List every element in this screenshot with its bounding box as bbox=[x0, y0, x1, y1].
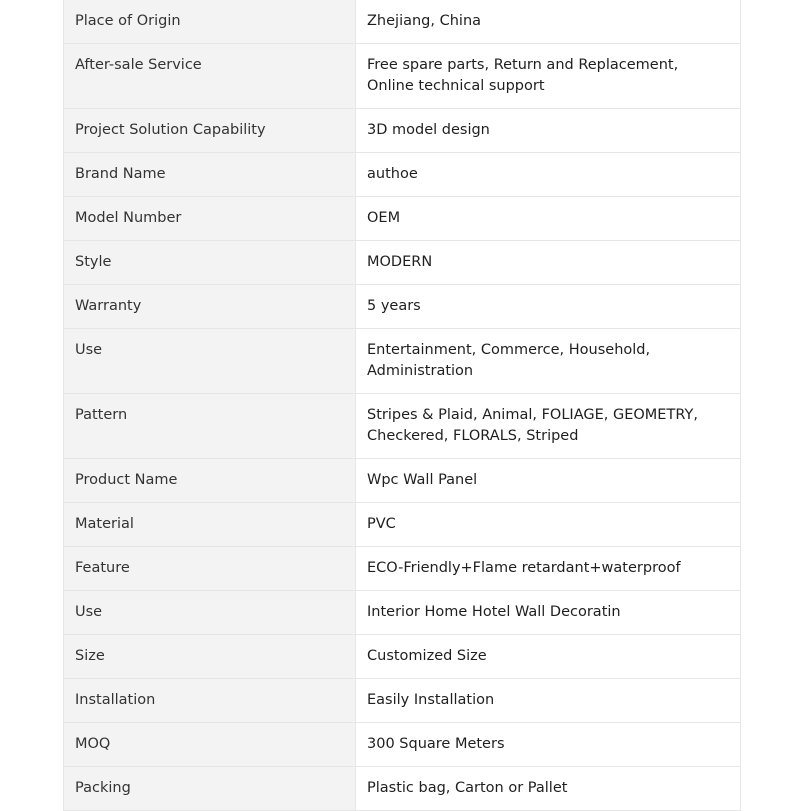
attribute-label: Pattern bbox=[64, 394, 356, 459]
table-row bbox=[64, 394, 741, 459]
table-row bbox=[64, 44, 741, 109]
table-row bbox=[64, 285, 741, 329]
attribute-label: Use bbox=[64, 591, 356, 635]
attribute-label: Size bbox=[64, 635, 356, 679]
attribute-value: 300 Square Meters bbox=[356, 723, 741, 767]
attribute-label: Feature bbox=[64, 547, 356, 591]
attribute-value: Stripes & Plaid, Animal, FOLIAGE, GEOMETRY, Checkered, FLORALS, Striped bbox=[356, 394, 741, 459]
table-row bbox=[64, 0, 741, 44]
attribute-value: 3D model design bbox=[356, 109, 741, 153]
table-row bbox=[64, 329, 741, 394]
table-row bbox=[64, 679, 741, 723]
attribute-label: Use bbox=[64, 329, 356, 394]
attribute-label: Model Number bbox=[64, 197, 356, 241]
attributes-table-body bbox=[64, 0, 741, 811]
attribute-label: Brand Name bbox=[64, 153, 356, 197]
attribute-value: PVC bbox=[356, 503, 741, 547]
attribute-value: Wpc Wall Panel bbox=[356, 459, 741, 503]
attribute-value: MODERN bbox=[356, 241, 741, 285]
attribute-label: After-sale Service bbox=[64, 44, 356, 109]
attribute-value: ECO-Friendly+Flame retardant+waterproof bbox=[356, 547, 741, 591]
table-row bbox=[64, 241, 741, 285]
attribute-label: Warranty bbox=[64, 285, 356, 329]
attribute-label: Packing bbox=[64, 767, 356, 811]
table-row bbox=[64, 723, 741, 767]
attribute-value: Free spare parts, Return and Replacement, Online technical support bbox=[356, 44, 741, 109]
table-row bbox=[64, 547, 741, 591]
attribute-label: Place of Origin bbox=[64, 0, 356, 44]
attribute-label: Product Name bbox=[64, 459, 356, 503]
attribute-value: Interior Home Hotel Wall Decoratin bbox=[356, 591, 741, 635]
attribute-value: 5 years bbox=[356, 285, 741, 329]
attribute-value: Zhejiang, China bbox=[356, 0, 741, 44]
attribute-value: Plastic bag, Carton or Pallet bbox=[356, 767, 741, 811]
attribute-label: MOQ bbox=[64, 723, 356, 767]
attribute-value: Easily Installation bbox=[356, 679, 741, 723]
table-row bbox=[64, 767, 741, 811]
attribute-label: Installation bbox=[64, 679, 356, 723]
table-row bbox=[64, 459, 741, 503]
attribute-label: Material bbox=[64, 503, 356, 547]
table-row bbox=[64, 109, 741, 153]
attribute-value: Customized Size bbox=[356, 635, 741, 679]
table-row bbox=[64, 153, 741, 197]
attribute-label: Style bbox=[64, 241, 356, 285]
table-row bbox=[64, 635, 741, 679]
product-attributes-table bbox=[63, 0, 741, 811]
attribute-value: OEM bbox=[356, 197, 741, 241]
attribute-value: authoe bbox=[356, 153, 741, 197]
attribute-value: Entertainment, Commerce, Household, Administration bbox=[356, 329, 741, 394]
table-row bbox=[64, 503, 741, 547]
table-row bbox=[64, 197, 741, 241]
table-row bbox=[64, 591, 741, 635]
attribute-label: Project Solution Capability bbox=[64, 109, 356, 153]
